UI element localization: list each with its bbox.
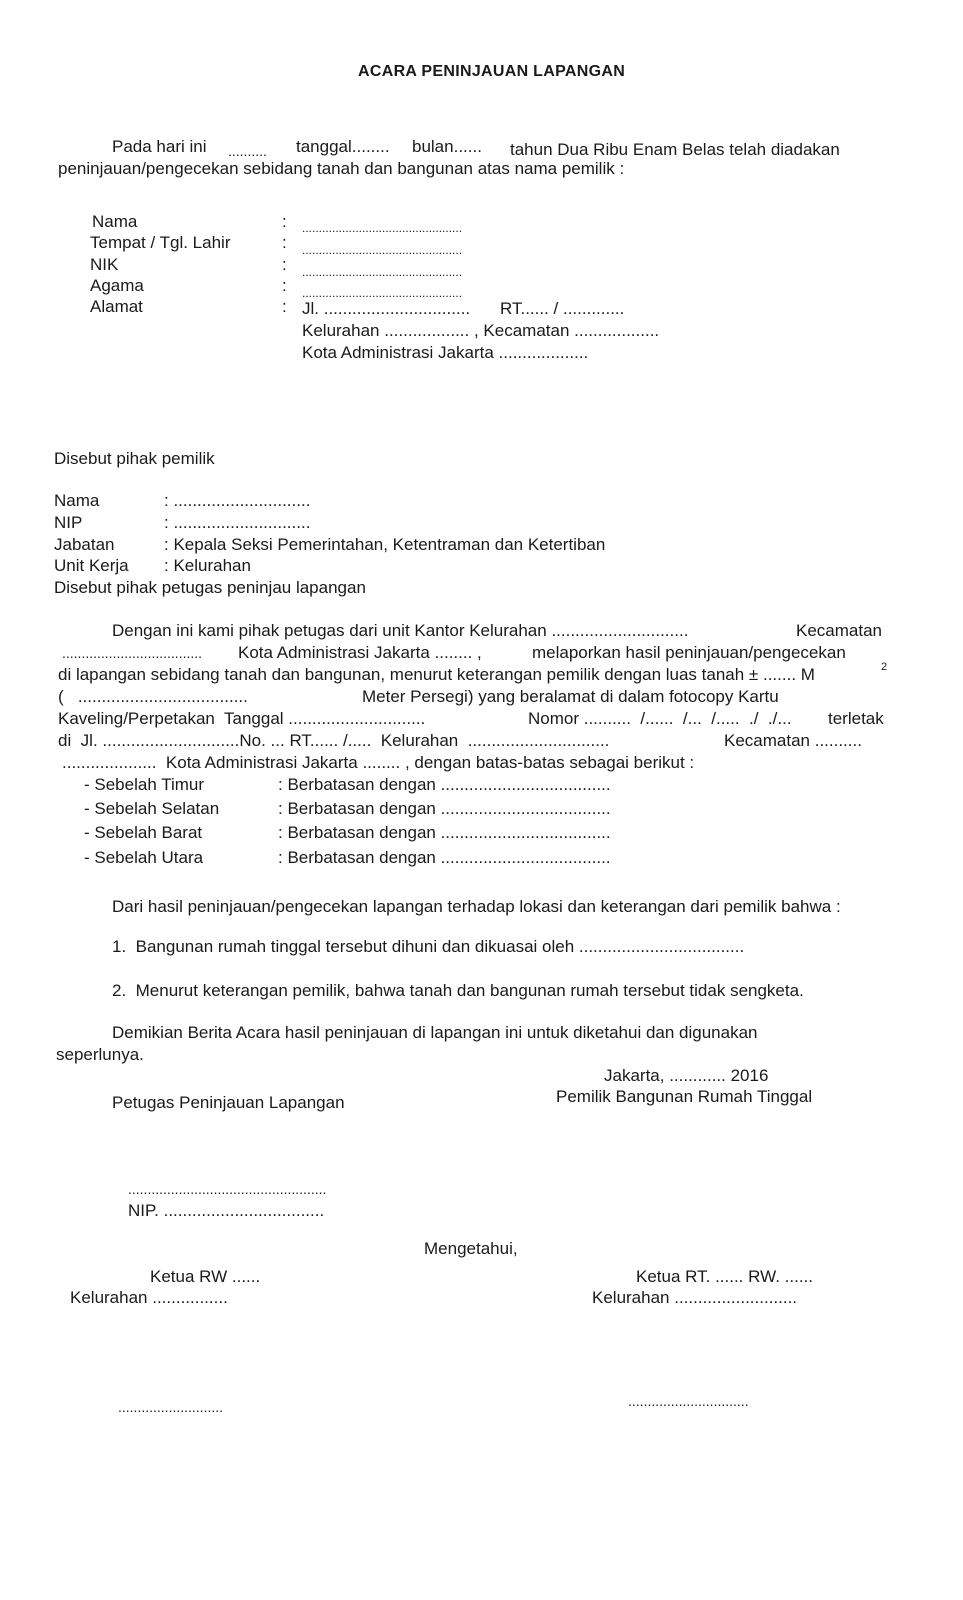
signature-line-right: ............................... (628, 1393, 749, 1409)
owner-dots-nik: ................................................ (302, 265, 463, 279)
owner-kota: Kota Administrasi Jakarta ................... (302, 343, 589, 362)
officer-label-unit: Unit Kerja (54, 556, 129, 575)
border-side-barat: - Sebelah Barat (84, 823, 203, 842)
signature-petugas-line: ................................................... (128, 1181, 327, 1197)
signature-mengetahui: Mengetahui, (424, 1239, 518, 1258)
signature-date: Jakarta, ............ 2016 (604, 1066, 769, 1085)
owner-dots-ttl: ................................................ (302, 243, 463, 257)
report-line-6: di Jl. .............................No. ... RT...... /..... Kelurahan .............................. (58, 731, 610, 750)
owner-kelurahan: Kelurahan .................. , Kecamatan .................. (302, 321, 660, 340)
owner-label-nik: NIK (90, 255, 119, 274)
border-side-selatan: - Sebelah Selatan (84, 799, 220, 818)
owner-dots-nama: ................................................ (302, 221, 463, 235)
officer-value-nama: : ............................. (164, 491, 311, 510)
closing-line-1: Demikian Berita Acara hasil peninjauan di lapangan ini untuk diketahui dan digunakan (112, 1023, 758, 1042)
report-line-2-kota: Kota Administrasi Jakarta ........ , (238, 643, 482, 662)
report-line-2-lapor: melaporkan hasil peninjauan/pengecekan (532, 643, 846, 662)
border-value-utara: : Berbatasan dengan .................................... (278, 848, 611, 867)
disebut-pihak-petugas: Disebut pihak petugas peninjau lapangan (54, 578, 366, 597)
result-item-2: 2. Menurut keterangan pemilik, bahwa tanah dan bangunan rumah tersebut tidak sengketa. (112, 981, 804, 1000)
owner-colon: : (282, 297, 287, 316)
signature-ketua-rw: Ketua RW ...... (150, 1267, 261, 1286)
intro-hari-dots: .......... (228, 143, 267, 159)
signature-nip: NIP. .................................. (128, 1201, 325, 1220)
intro-tahun: tahun Dua Ribu Enam Belas telah diadakan (510, 140, 840, 159)
owner-colon: : (282, 255, 287, 274)
report-line-5: Kaveling/Perpetakan Tanggal ............................. (58, 709, 426, 728)
owner-colon: : (282, 212, 287, 231)
signature-line-left: ........................... (118, 1399, 224, 1415)
owner-label-agama: Agama (90, 276, 144, 295)
owner-colon: : (282, 233, 287, 252)
report-line-2-dots: .................................... (62, 645, 203, 661)
border-value-selatan: : Berbatasan dengan .................................... (278, 799, 611, 818)
owner-colon: : (282, 276, 287, 295)
officer-label-jabatan: Jabatan (54, 535, 115, 554)
intro-line-2: peninjauan/pengecekan sebidang tanah dan bangunan atas nama pemilik : (58, 159, 625, 178)
report-m2-superscript: 2 (881, 661, 888, 673)
officer-value-nip: : ............................. (164, 513, 311, 532)
report-line-3: di lapangan sebidang tanah dan bangunan, menurut keterangan pemilik dengan luas tanah ± ....... M (58, 665, 815, 684)
disebut-pihak-pemilik: Disebut pihak pemilik (54, 449, 215, 468)
signature-petugas-title: Petugas Peninjauan Lapangan (112, 1093, 345, 1112)
owner-label-nama: Nama (92, 212, 138, 231)
intro-bulan: bulan...... (412, 137, 482, 156)
officer-label-nip: NIP (54, 513, 83, 532)
owner-label-alamat: Alamat (90, 297, 143, 316)
border-side-timur: - Sebelah Timur (84, 775, 204, 794)
report-line-4-open: ( .................................... (58, 687, 248, 706)
owner-jl: Jl. ............................... (302, 299, 471, 318)
officer-label-nama: Nama (54, 491, 100, 510)
report-line-7: .................... Kota Administrasi Jakarta ........ , dengan batas-batas sebagai berikut : (62, 753, 695, 772)
owner-rt: RT...... / ............. (500, 299, 625, 318)
officer-value-jabatan: : Kepala Seksi Pemerintahan, Ketentraman dan Ketertiban (164, 535, 606, 554)
officer-value-unit: : Kelurahan (164, 556, 251, 575)
report-line-1: Dengan ini kami pihak petugas dari unit Kantor Kelurahan ............................. (112, 621, 689, 640)
intro-tanggal: tanggal........ (296, 137, 390, 156)
result-item-1: 1. Bangunan rumah tinggal tersebut dihuni dan dikuasai oleh ................................... (112, 937, 745, 956)
border-value-timur: : Berbatasan dengan .................................... (278, 775, 611, 794)
border-value-barat: : Berbatasan dengan .................................... (278, 823, 611, 842)
report-line-5-terletak: terletak (828, 709, 884, 728)
report-line-6-kecamatan: Kecamatan .......... (724, 731, 862, 750)
owner-dots-agama: ................................................ (302, 286, 463, 300)
border-side-utara: - Sebelah Utara (84, 848, 204, 867)
document-title: ACARA PENINJAUAN LAPANGAN (358, 63, 626, 80)
signature-kelurahan-left: Kelurahan ................ (70, 1288, 228, 1307)
report-line-5-nomor: Nomor .......... /...... /... /..... ./ ./... (528, 709, 792, 728)
closing-line-2: seperlunya. (56, 1045, 144, 1064)
signature-ketua-rt: Ketua RT. ...... RW. ...... (636, 1267, 813, 1286)
intro-pada-hari: Pada hari ini (112, 137, 207, 156)
owner-label-ttl: Tempat / Tgl. Lahir (90, 233, 231, 252)
results-intro: Dari hasil peninjauan/pengecekan lapangan terhadap lokasi dan keterangan dari pemilik bahwa : (112, 897, 841, 916)
report-line-4: Meter Persegi) yang beralamat di dalam fotocopy Kartu (362, 687, 779, 706)
signature-kelurahan-right: Kelurahan .......................... (592, 1288, 798, 1307)
signature-pemilik-title: Pemilik Bangunan Rumah Tinggal (556, 1087, 813, 1106)
report-kecamatan: Kecamatan (796, 621, 882, 640)
